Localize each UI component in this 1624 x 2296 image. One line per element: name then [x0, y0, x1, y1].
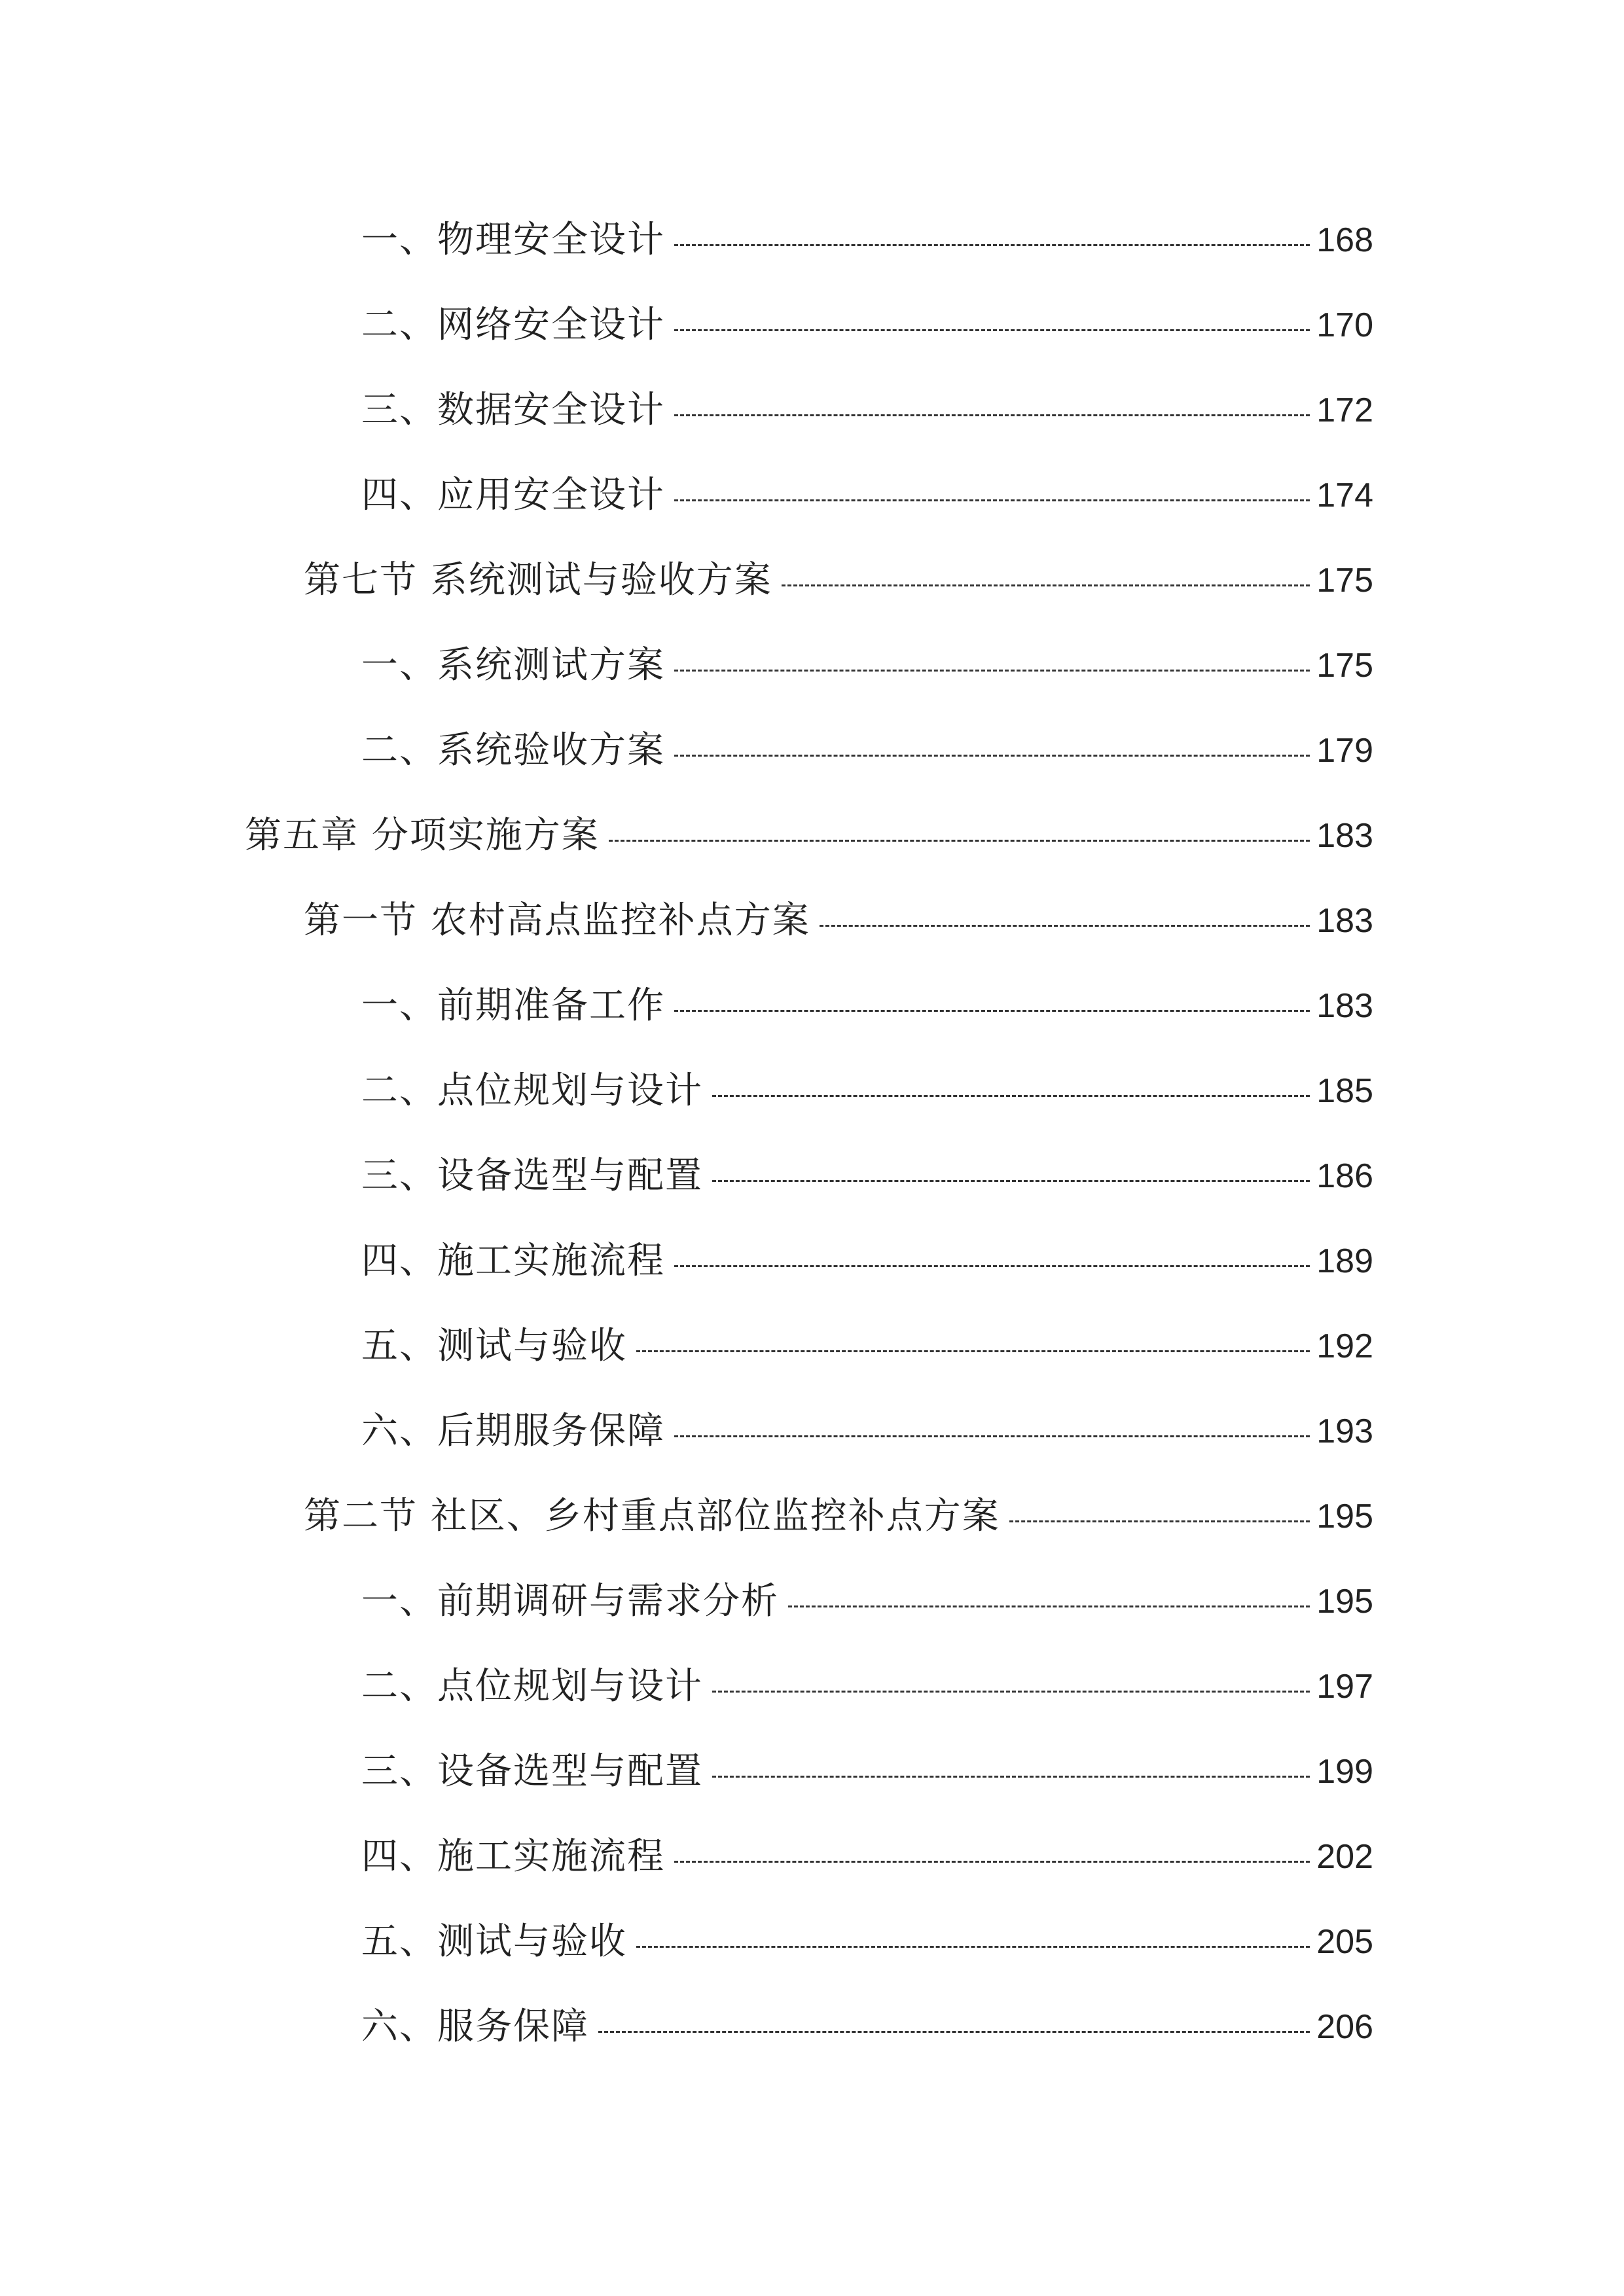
dot-leader — [712, 1180, 1310, 1182]
toc-entry-title: 一、系统测试方案 — [361, 644, 665, 687]
toc-entry-page: 168 — [1316, 221, 1373, 259]
dot-leader — [674, 755, 1310, 757]
dot-leader — [636, 1946, 1310, 1948]
dot-leader — [788, 1605, 1310, 1607]
toc-entry-title: 一、前期调研与需求分析 — [361, 1580, 779, 1623]
toc-entry-title: 六、后期服务保障 — [361, 1410, 665, 1452]
toc-entry[interactable] — [361, 381, 1373, 440]
toc-entry[interactable] — [304, 551, 1373, 610]
dot-leader — [674, 244, 1310, 246]
toc-entry-page: 183 — [1316, 902, 1373, 940]
toc-entry-title: 一、物理安全设计 — [361, 219, 665, 261]
dot-leader — [598, 2031, 1310, 2033]
dot-leader — [674, 670, 1310, 672]
toc-entry-title: 第五章 分项实施方案 — [245, 814, 600, 857]
toc-entry-title: 二、网络安全设计 — [361, 304, 665, 346]
toc-entry-page: 195 — [1316, 1498, 1373, 1535]
toc-entry-page: 174 — [1316, 476, 1373, 514]
dot-leader — [712, 1691, 1310, 1693]
toc-entry[interactable] — [361, 1232, 1373, 1291]
toc-entry[interactable] — [304, 1487, 1373, 1546]
toc-entry-title: 五、测试与验收 — [361, 1325, 627, 1367]
toc-entry-page: 195 — [1316, 1583, 1373, 1621]
dot-leader — [609, 840, 1310, 842]
dot-leader — [674, 414, 1310, 416]
toc-entry-title: 四、施工实施流程 — [361, 1835, 665, 1878]
toc-entry[interactable] — [361, 1062, 1373, 1121]
toc-entry-title: 六、服务保障 — [361, 2005, 589, 2048]
dot-leader — [712, 1095, 1310, 1097]
toc-entry[interactable] — [361, 466, 1373, 525]
toc-entry-title: 第二节 社区、乡村重点部位监控补点方案 — [304, 1495, 1000, 1537]
toc-entry-title: 第一节 农村高点监控补点方案 — [304, 899, 810, 942]
toc-entry-page: 193 — [1316, 1412, 1373, 1450]
dot-leader — [674, 1861, 1310, 1863]
toc-entry[interactable] — [361, 1402, 1373, 1461]
dot-leader — [782, 584, 1310, 586]
dot-leader — [636, 1350, 1310, 1352]
toc-entry[interactable] — [361, 636, 1373, 695]
toc-entry-title: 三、设备选型与配置 — [361, 1155, 703, 1197]
toc-entry-page: 206 — [1316, 2008, 1373, 2046]
toc-entry-page: 189 — [1316, 1242, 1373, 1280]
toc-entry-page: 179 — [1316, 732, 1373, 770]
toc-entry-title: 二、点位规划与设计 — [361, 1665, 703, 1708]
toc-entry-page: 186 — [1316, 1157, 1373, 1195]
toc-entry[interactable] — [361, 721, 1373, 780]
toc-entry[interactable] — [245, 806, 1373, 865]
toc-entry-page: 183 — [1316, 987, 1373, 1025]
toc-entry[interactable] — [361, 1317, 1373, 1376]
dot-leader — [712, 1776, 1310, 1778]
toc-entry-title: 四、施工实施流程 — [361, 1240, 665, 1282]
toc-entry[interactable] — [361, 977, 1373, 1035]
toc-entry[interactable] — [361, 1998, 1373, 2056]
toc-entry-page: 170 — [1316, 306, 1373, 344]
toc-entry-page: 172 — [1316, 391, 1373, 429]
toc-entry-page: 202 — [1316, 1838, 1373, 1876]
toc-entry-page: 175 — [1316, 562, 1373, 600]
toc-entry[interactable] — [361, 1147, 1373, 1206]
toc-entry[interactable] — [361, 1742, 1373, 1801]
toc-entry-page: 197 — [1316, 1668, 1373, 1706]
toc-entry-title: 二、系统验收方案 — [361, 729, 665, 772]
dot-leader — [674, 329, 1310, 331]
toc-entry[interactable] — [361, 296, 1373, 355]
toc-entry[interactable] — [361, 1572, 1373, 1631]
toc-entry-title: 三、数据安全设计 — [361, 389, 665, 431]
dot-leader — [674, 499, 1310, 501]
dot-leader — [820, 925, 1310, 927]
toc-entry-title: 二、点位规划与设计 — [361, 1069, 703, 1112]
toc-entry-title: 一、前期准备工作 — [361, 984, 665, 1027]
toc-entry-title: 五、测试与验收 — [361, 1920, 627, 1963]
toc-entry-page: 185 — [1316, 1072, 1373, 1110]
toc-entry-page: 183 — [1316, 817, 1373, 855]
dot-leader — [674, 1010, 1310, 1012]
toc-entry[interactable] — [361, 1657, 1373, 1716]
toc-entry[interactable] — [361, 211, 1373, 270]
toc-entry-page: 199 — [1316, 1753, 1373, 1791]
toc-entry-title: 四、应用安全设计 — [361, 474, 665, 516]
dot-leader — [674, 1435, 1310, 1437]
dot-leader — [674, 1265, 1310, 1267]
toc-entry[interactable] — [304, 891, 1373, 950]
toc-entry[interactable] — [361, 1827, 1373, 1886]
toc-entry-page: 192 — [1316, 1327, 1373, 1365]
toc-entry-title: 第七节 系统测试与验收方案 — [304, 559, 772, 601]
dot-leader — [1009, 1520, 1310, 1522]
toc-entry-page: 175 — [1316, 647, 1373, 685]
toc-entry-title: 三、设备选型与配置 — [361, 1750, 703, 1793]
toc-entry-page: 205 — [1316, 1923, 1373, 1961]
toc-entry[interactable] — [361, 1912, 1373, 1971]
